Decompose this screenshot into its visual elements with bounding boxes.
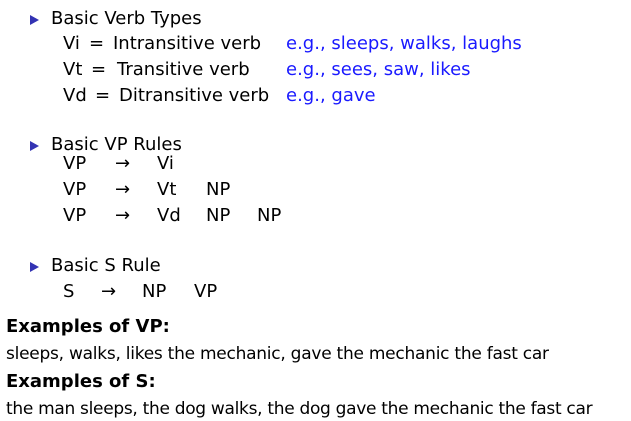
rule-arrow: →: [115, 179, 131, 200]
rule-lhs: VP: [63, 153, 87, 174]
examples-s-heading: Examples of S:: [6, 371, 156, 392]
examples-s-text: the man sleeps, the dog walks, the dog gave the mechanic the fast car: [6, 399, 593, 419]
rule-arrow: →: [115, 153, 131, 174]
rule-rhs: NP: [257, 205, 282, 226]
bullet-marker: [30, 141, 39, 151]
rule-rhs: Vi: [157, 153, 174, 174]
rule-lhs: VP: [63, 205, 87, 226]
rule-rhs: Vt: [157, 179, 177, 200]
rule-rhs: Vd: [157, 205, 181, 226]
rule-arrow: →: [115, 205, 131, 226]
rule-rhs: VP: [194, 281, 218, 302]
section-title-verb-types: Basic Verb Types: [51, 8, 202, 29]
verb-type-definition: Transitive verb: [117, 59, 250, 80]
section-title-s-rule: Basic S Rule: [51, 255, 161, 276]
bullet-marker: [30, 15, 39, 25]
rule-rhs: NP: [142, 281, 167, 302]
rule-lhs: S: [63, 281, 75, 302]
rule-lhs: VP: [63, 179, 87, 200]
equals-sign: =: [91, 59, 107, 80]
verb-type-example: e.g., sees, saw, likes: [286, 59, 471, 80]
verb-type-symbol: Vd: [63, 85, 87, 106]
verb-type-definition: Intransitive verb: [113, 33, 262, 54]
rule-rhs: NP: [206, 205, 231, 226]
examples-vp-text: sleeps, walks, likes the mechanic, gave the mechanic the fast car: [6, 344, 549, 364]
verb-type-example: e.g., gave: [286, 85, 376, 106]
bullet-marker: [30, 262, 39, 272]
equals-sign: =: [89, 33, 105, 54]
rule-rhs: NP: [206, 179, 231, 200]
equals-sign: =: [95, 85, 111, 106]
verb-type-definition: Ditransitive verb: [119, 85, 270, 106]
verb-type-symbol: Vt: [63, 59, 83, 80]
examples-vp-heading: Examples of VP:: [6, 316, 170, 337]
section-title-vp-rules: Basic VP Rules: [51, 134, 182, 155]
verb-type-example: e.g., sleeps, walks, laughs: [286, 33, 522, 54]
rule-arrow: →: [101, 281, 117, 302]
verb-type-symbol: Vi: [63, 33, 80, 54]
